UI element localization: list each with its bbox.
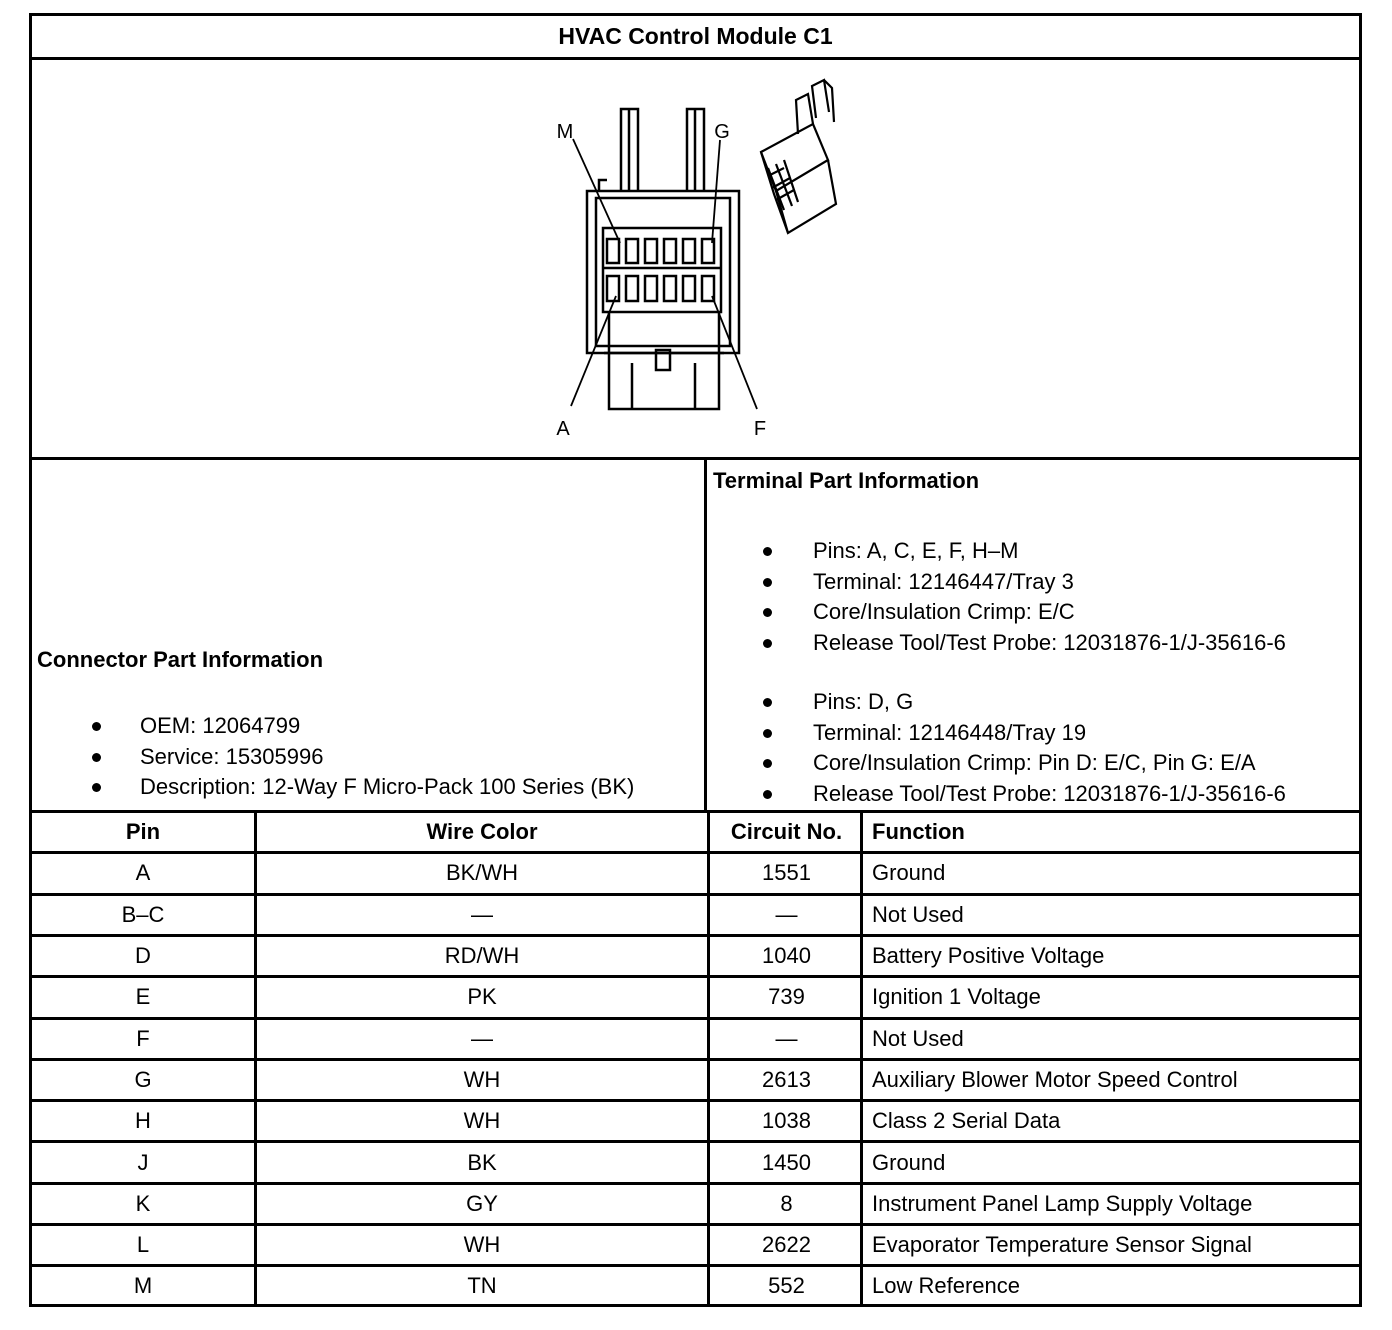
bullet-icon [763, 639, 772, 648]
list-item [37, 772, 709, 803]
list-item-text: Terminal: 12146448/Tray 19 [813, 719, 1087, 745]
list-item-text: Core/Insulation Crimp: Pin D: E/C, Pin G: E/A [813, 750, 1256, 775]
bullet-icon [763, 547, 772, 556]
cell-function: Ground [872, 1149, 946, 1175]
connector-sheet [29, 13, 1362, 1307]
list-item [713, 748, 1358, 779]
cell-pin: K [135, 1190, 151, 1216]
pin-cavity [607, 276, 619, 301]
cell-pin: M [133, 1273, 153, 1299]
cell-circuit-no: 8 [780, 1190, 793, 1216]
list-item-text: Pins: A, C, E, F, H–M [813, 538, 1019, 563]
cell-function: Battery Positive Voltage [872, 943, 1105, 969]
cell-function: Ground [872, 860, 946, 886]
pin-cavity [607, 239, 619, 263]
cell-wire-color: WH [463, 1066, 501, 1092]
cell-pin: F [136, 1025, 150, 1051]
connector-iso-drawing [761, 80, 836, 233]
column-header-wire-color: Wire Color [426, 819, 538, 845]
cell-wire-color: TN [467, 1273, 497, 1299]
cell-pin: E [135, 984, 151, 1010]
cell-wire-color: — [471, 901, 493, 927]
cell-function: Class 2 Serial Data [872, 1108, 1061, 1134]
bullet-icon [763, 790, 772, 799]
terminal-part-info [713, 468, 1358, 809]
bullet-icon [763, 698, 772, 707]
column-header-circuit-no: Circuit No. [730, 819, 843, 845]
cell-wire-color: — [471, 1025, 493, 1051]
cell-circuit-no: 552 [768, 1273, 805, 1299]
connector-diagram [32, 60, 1359, 460]
list-item [713, 567, 1358, 598]
bullet-icon [763, 759, 772, 768]
list-item [37, 742, 709, 773]
bullet-icon [763, 608, 772, 617]
bullet-icon [92, 783, 101, 792]
list-item-text: Core/Insulation Crimp: E/C [813, 599, 1075, 624]
list-item [713, 687, 1358, 718]
list-item [713, 779, 1358, 810]
cell-wire-color: WH [463, 1232, 501, 1258]
cell-wire-color: WH [463, 1108, 501, 1134]
cell-function: Ignition 1 Voltage [872, 984, 1041, 1010]
pin-cavities [607, 239, 714, 301]
list-item-text: OEM: 12064799 [140, 713, 301, 738]
terminal-info-list [713, 687, 1358, 809]
cell-pin: G [134, 1066, 152, 1092]
cell-wire-color: BK [467, 1149, 497, 1175]
list-item-text: Release Tool/Test Probe: 12031876-1/J-35616-6 [813, 780, 1286, 806]
list-item-text: Pins: D, G [813, 689, 914, 714]
cell-function: Low Reference [872, 1273, 1020, 1299]
callout-f: F [753, 418, 767, 440]
pin-cavity [683, 276, 695, 301]
cell-pin: B–C [121, 901, 165, 927]
cell-wire-color: PK [467, 984, 497, 1010]
cell-circuit-no: 1040 [762, 943, 811, 969]
list-item [713, 718, 1358, 749]
pin-cavity [683, 239, 695, 263]
list-item-text: Service: 15305996 [140, 743, 324, 769]
cell-pin: J [137, 1149, 149, 1175]
pin-cavity [664, 239, 676, 263]
connector-part-info [37, 647, 709, 803]
cell-function: Not Used [872, 1025, 964, 1051]
cell-wire-color: GY [466, 1190, 498, 1216]
cell-function: Not Used [872, 901, 964, 927]
list-item [713, 536, 1358, 567]
cell-circuit-no: 2613 [762, 1066, 811, 1092]
cell-function: Instrument Panel Lamp Supply Voltage [872, 1190, 1253, 1216]
cell-circuit-no: 1038 [762, 1108, 811, 1134]
page-title: HVAC Control Module C1 [558, 23, 833, 49]
list-item [713, 628, 1358, 659]
cell-function: Auxiliary Blower Motor Speed Control [872, 1066, 1238, 1092]
cell-circuit-no: 1551 [762, 860, 811, 886]
pin-cavity [626, 239, 638, 263]
list-item [37, 711, 709, 742]
pin-cavity [645, 276, 657, 301]
cell-function: Evaporator Temperature Sensor Signal [872, 1232, 1252, 1258]
cell-circuit-no: 2622 [762, 1232, 811, 1258]
cell-wire-color: BK/WH [445, 860, 519, 886]
cell-circuit-no: — [775, 901, 798, 927]
list-item-text: Description: 12-Way F Micro-Pack 100 Series (BK) [140, 774, 635, 799]
cell-pin: L [136, 1232, 150, 1258]
cell-circuit-no: 1450 [762, 1149, 811, 1175]
cell-circuit-no: — [775, 1025, 798, 1051]
callout-m: M [556, 121, 574, 143]
column-header-pin: Pin [125, 819, 161, 845]
terminal-info-list [713, 536, 1358, 658]
list-item [713, 597, 1358, 628]
column-header-function: Function [872, 819, 965, 845]
pin-cavity [626, 276, 638, 301]
terminal-info-heading: Terminal Part Information [713, 468, 980, 493]
cell-pin: H [135, 1108, 151, 1134]
bullet-icon [92, 722, 101, 731]
pin-cavity [645, 239, 657, 263]
callout-g: G [714, 121, 730, 143]
divider [32, 457, 1359, 460]
callout-a: A [556, 418, 570, 440]
cell-circuit-no: 739 [768, 984, 805, 1010]
cell-pin: D [135, 943, 151, 969]
connector-info-heading: Connector Part Information [37, 647, 324, 672]
cell-wire-color: RD/WH [444, 943, 520, 969]
connector-info-list [37, 711, 709, 803]
bullet-icon [92, 753, 101, 762]
list-item-text: Terminal: 12146447/Tray 3 [813, 568, 1074, 594]
pin-cavity [664, 276, 676, 301]
cell-pin: A [135, 860, 151, 886]
bullet-icon [763, 578, 772, 587]
bullet-icon [763, 729, 772, 738]
list-item-text: Release Tool/Test Probe: 12031876-1/J-35616-6 [813, 629, 1286, 655]
